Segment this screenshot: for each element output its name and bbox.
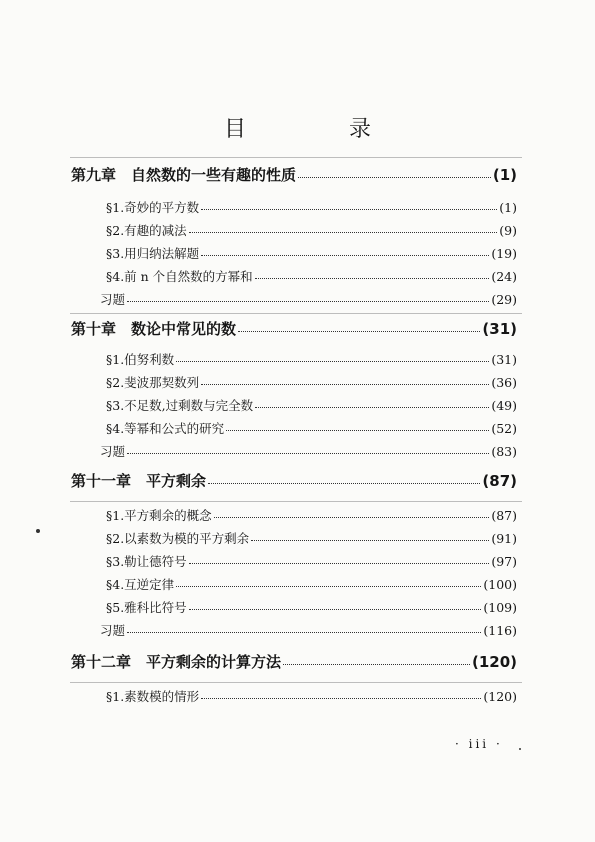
toc-page-number: (19) (491, 246, 517, 261)
divider (70, 501, 522, 502)
divider (70, 313, 522, 314)
toc-chapter-row (71, 318, 517, 339)
toc-entry-label: 第十二章 平方剩余的计算方法 (71, 653, 282, 671)
toc-entry-label: 第十一章 平方剩余 (71, 472, 207, 490)
toc-section-row (100, 290, 517, 308)
toc-entry-label: §4.前 n 个自然数的方幂和 (106, 269, 253, 284)
toc-section-row (106, 350, 517, 368)
toc-section-row (106, 687, 517, 705)
scan-speck (36, 529, 40, 533)
toc-entry-label: §3.勒让德符号 (106, 554, 187, 569)
toc-page-number: (116) (483, 623, 517, 638)
toc-page-number: (87) (491, 508, 517, 523)
toc-entry-label: 习题 (100, 444, 126, 459)
toc-section-row (106, 575, 517, 593)
toc-entry-label: 第十章 数论中常见的数 (71, 320, 237, 338)
toc-section-row (106, 244, 517, 262)
toc-section-row (100, 442, 517, 460)
dot-leader (226, 423, 489, 431)
toc-section-row (106, 198, 517, 216)
page-number: · iii · (455, 737, 503, 751)
dot-leader (127, 625, 481, 633)
toc-section-row (106, 419, 517, 437)
toc-chapter-row (71, 164, 517, 185)
toc-page-number: (100) (483, 577, 517, 592)
toc-entry-label: §3.不足数,过剩数与完全数 (106, 398, 254, 413)
toc-page-number: (109) (483, 600, 517, 615)
toc-page-number: (87) (482, 472, 517, 490)
toc-page-number: (31) (482, 320, 517, 338)
toc-entry-label: §4.互逆定律 (106, 577, 175, 592)
toc-page-number: (83) (491, 444, 517, 459)
dot-leader (201, 691, 481, 699)
dot-leader (189, 556, 490, 564)
dot-leader (127, 294, 489, 302)
toc-section-row (106, 373, 517, 391)
dot-leader (127, 446, 489, 454)
toc-page-number: (9) (499, 223, 517, 238)
dot-leader (298, 169, 491, 178)
dot-leader (176, 354, 489, 362)
toc-entry-label: §1.素数模的情形 (106, 689, 200, 704)
toc-entry-label: §1.平方剩余的概念 (106, 508, 212, 523)
dot-leader (189, 225, 498, 233)
toc-entry-label: §4.等幂和公式的研究 (106, 421, 225, 436)
toc-section-row (106, 598, 517, 616)
toc-chapter-row (71, 470, 517, 491)
dot-leader (283, 656, 470, 665)
toc-entry-label: §2.斐波那契数列 (106, 375, 200, 390)
toc-page-number: (91) (491, 531, 517, 546)
toc-entry-label: 第九章 自然数的一些有趣的性质 (71, 166, 297, 184)
toc-entry-label: 习题 (100, 292, 126, 307)
toc-section-row (106, 529, 517, 547)
toc-entry-label: 习题 (100, 623, 126, 638)
dot-leader (176, 579, 481, 587)
toc-entry-label: §3.用归纳法解题 (106, 246, 200, 261)
toc-entry-label: §1.伯努利数 (106, 352, 175, 367)
toc-chapter-row (71, 651, 517, 672)
scan-speck (519, 748, 521, 750)
toc-page-number: (29) (491, 292, 517, 307)
dot-leader (201, 248, 489, 256)
divider (70, 682, 522, 683)
toc-page-number: (31) (491, 352, 517, 367)
toc-section-row (106, 267, 517, 285)
toc-page-number: (1) (499, 200, 517, 215)
toc-section-row (100, 621, 517, 639)
toc-page-number: (49) (491, 398, 517, 413)
toc-page-number: (97) (491, 554, 517, 569)
dot-leader (201, 202, 497, 210)
toc-entry-label: §2.以素数为模的平方剩余 (106, 531, 250, 546)
toc-section-row (106, 396, 517, 414)
page-title: 目 录 (224, 117, 419, 142)
dot-leader (255, 400, 489, 408)
divider (70, 157, 522, 158)
dot-leader (214, 510, 490, 518)
toc-page-number: (120) (483, 689, 517, 704)
dot-leader (201, 377, 489, 385)
toc-section-row (106, 221, 517, 239)
toc-page-number: (24) (491, 269, 517, 284)
dot-leader (251, 533, 489, 541)
toc-page-number: (1) (492, 166, 517, 184)
toc-entry-label: §5.雅科比符号 (106, 600, 187, 615)
dot-leader (255, 271, 490, 279)
toc-page-number: (52) (491, 421, 517, 436)
toc-section-row (106, 506, 517, 524)
toc-page-number: (120) (471, 653, 517, 671)
toc-entry-label: §1.奇妙的平方数 (106, 200, 200, 215)
dot-leader (208, 475, 480, 484)
toc-entry-label: §2.有趣的减法 (106, 223, 187, 238)
toc-page-number: (36) (491, 375, 517, 390)
toc-section-row (106, 552, 517, 570)
dot-leader (189, 602, 482, 610)
dot-leader (238, 323, 480, 332)
